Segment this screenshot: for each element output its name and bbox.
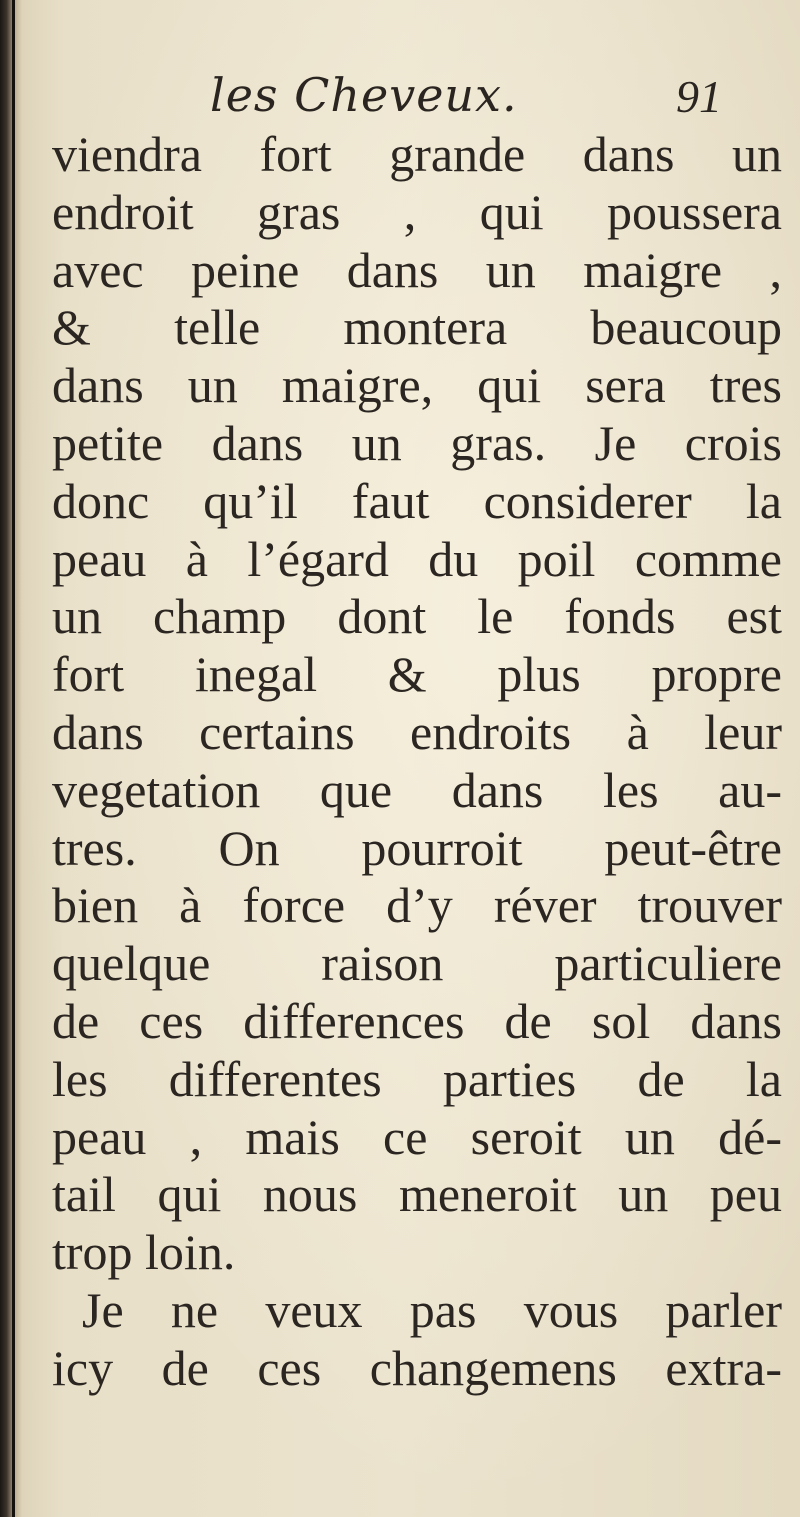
text-line: Je ne veux pas vous parler xyxy=(82,1281,782,1338)
text-line: dans un maigre, qui sera tres xyxy=(52,357,782,414)
text-line: viendra fort grande dans un xyxy=(52,126,782,182)
page-number: 91 xyxy=(676,71,722,122)
page-header xyxy=(210,68,730,128)
text-line: avec peine dans un maigre , xyxy=(52,241,782,298)
text-line: quelque raison particuliere xyxy=(52,935,782,992)
text-line: de ces differences de sol dans xyxy=(52,992,782,1049)
text-line: donc qu’il faut considerer la xyxy=(52,472,782,529)
text-line: peau à l’égard du poil comme xyxy=(52,530,782,587)
text-line: & telle montera beaucoup xyxy=(52,299,782,356)
text-line: peau , mais ce seroit un dé- xyxy=(52,1108,782,1165)
text-line: trop loin. xyxy=(52,1224,236,1281)
text-line: icy de ces changemens extra- xyxy=(52,1339,782,1396)
text-line: tail qui nous meneroit un peu xyxy=(52,1166,782,1223)
text-line: endroit gras , qui poussera xyxy=(52,183,782,240)
binding-edge xyxy=(12,0,15,1517)
text-line: un champ dont le fonds est xyxy=(52,588,782,645)
running-title: les Cheveux. xyxy=(210,68,518,122)
body-text xyxy=(52,126,782,1398)
text-line: les differentes parties de la xyxy=(52,1050,782,1107)
text-line: petite dans un gras. Je crois xyxy=(52,414,782,471)
text-line: tres. On pourroit peut-être xyxy=(52,819,782,876)
text-line: fort inegal & plus propre xyxy=(52,646,782,703)
book-gutter xyxy=(0,0,22,1517)
text-line: vegetation que dans les au- xyxy=(52,761,782,818)
text-line: bien à force d’y réver trouver xyxy=(52,877,782,934)
text-line: dans certains endroits à leur xyxy=(52,703,782,760)
